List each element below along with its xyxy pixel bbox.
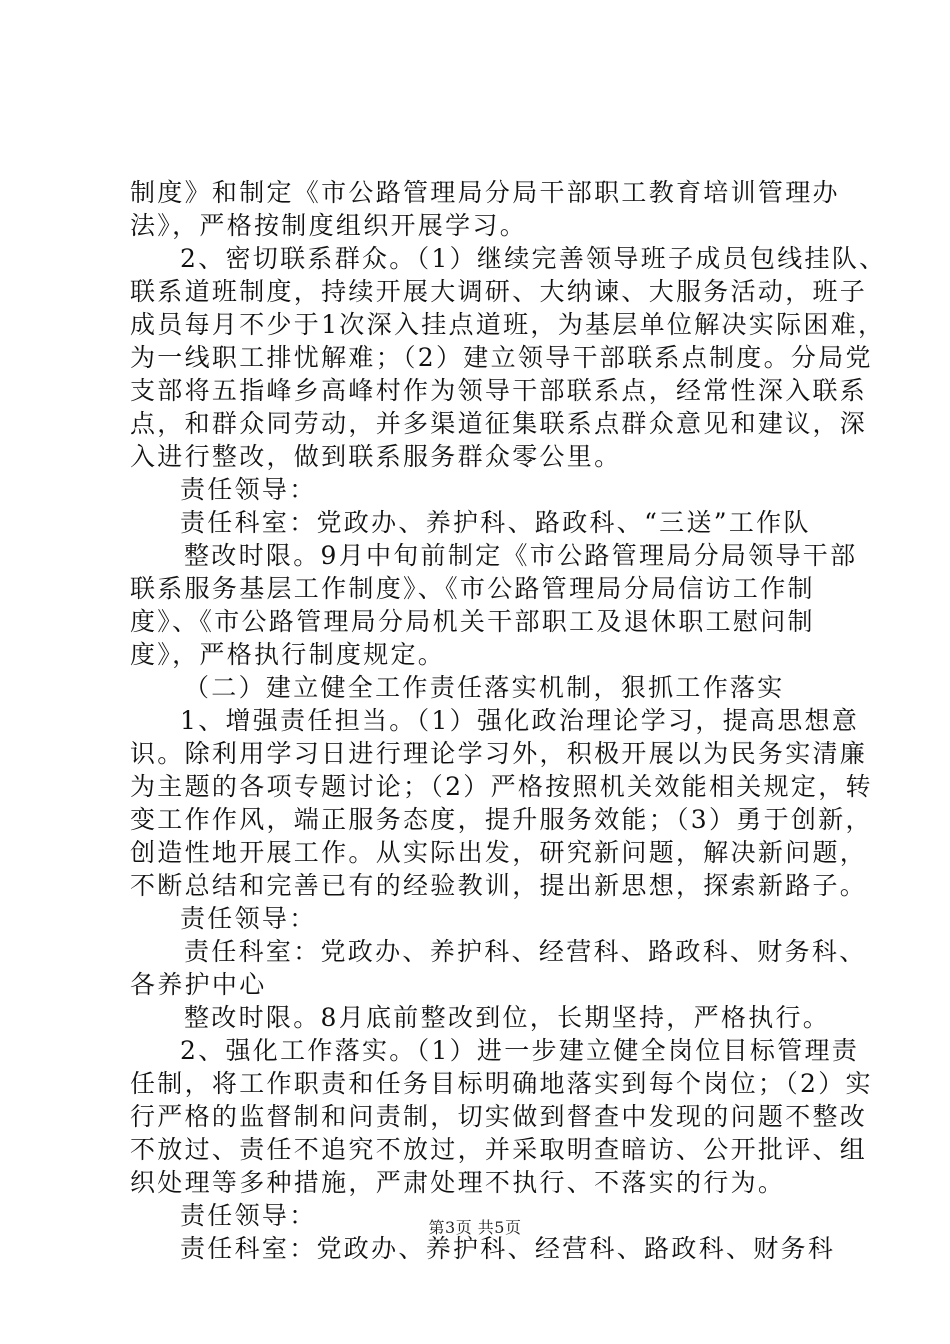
- text-line: 2、强化工作落实。（1）进一步建立健全岗位目标管理责: [180, 1036, 860, 1065]
- text-line: 变工作作风，端正服务态度，提升服务效能；（3）勇于创新，: [130, 805, 873, 834]
- text-line: 责任领导：: [180, 904, 317, 933]
- text-line: 责任科室：党政办、养护科、经营科、路政科、财务科、: [184, 937, 867, 966]
- section-heading: （二）建立健全工作责任落实机制，狠抓工作落实: [184, 673, 785, 702]
- text-line: 责任领导：: [180, 475, 317, 504]
- text-line: 2、密切联系群众。（1）继续完善领导班子成员包线挂队、: [180, 244, 887, 273]
- text-line: 1、增强责任担当。（1）强化政治理论学习，提高思想意: [180, 706, 860, 735]
- text-line: 任制，将工作职责和任务目标明确地落实到每个岗位；（2）实: [130, 1069, 873, 1098]
- text-line: 为一线职工排忧解难；（2）建立领导干部联系点制度。分局党: [130, 343, 873, 372]
- text-line: 为主题的各项专题讨论；（2）严格按照机关效能相关规定，转: [130, 772, 873, 801]
- text-line: 度》，严格执行制度规定。: [130, 640, 446, 669]
- text-line: 各养护中心: [130, 970, 267, 999]
- text-line: 织处理等多种措施，严肃处理不执行、不落实的行为。: [130, 1168, 786, 1197]
- text-line: 责任领导：: [180, 1201, 317, 1230]
- text-line: 责任科室：党政办、养护科、路政科、“三送”工作队: [180, 508, 811, 537]
- text-line: 成员每月不少于1次深入挂点道班，为基层单位解决实际困难，: [130, 310, 886, 339]
- text-line: 创造性地开展工作。从实际出发，研究新问题，解决新问题，: [130, 838, 868, 867]
- document-body: [130, 176, 887, 1265]
- text-line: 度》、《市公路管理局分局机关干部职工及退休职工慰问制: [130, 607, 815, 636]
- text-line: 不断总结和完善已有的经验教训，提出新思想，探索新路子。: [130, 871, 868, 900]
- text-line: 行严格的监督制和问责制，切实做到督查中发现的问题不整改: [130, 1102, 868, 1131]
- text-line: 联系服务基层工作制度》、《市公路管理局分局信访工作制: [130, 574, 815, 603]
- page-footer: 第3页 共5页: [428, 1218, 522, 1237]
- text-line: 不放过、责任不追究不放过，并采取明查暗访、公开批评、组: [130, 1135, 868, 1164]
- text-line: 点，和群众同劳动，并多渠道征集联系点群众意见和建议，深: [130, 409, 868, 438]
- text-line: 制度》和制定《市公路管理局分局干部职工教育培训管理办: [130, 178, 840, 207]
- text-line: 法》，严格按制度组织开展学习。: [130, 211, 528, 240]
- text-line: 支部将五指峰乡高峰村作为领导干部联系点，经常性深入联系: [130, 376, 868, 405]
- text-line: 责任科室：党政办、养护科、经营科、路政科、财务科: [180, 1234, 836, 1263]
- text-line: 联系道班制度，持续开展大调研、大纳谏、大服务活动，班子: [130, 277, 868, 306]
- text-line: 整改时限。8月底前整改到位，长期坚持，严格执行。: [184, 1003, 831, 1032]
- text-line: 整改时限。9月中旬前制定《市公路管理局分局领导干部: [184, 541, 858, 570]
- text-line: 入进行整改，做到联系服务群众零公里。: [130, 442, 622, 471]
- text-line: 识。除利用学习日进行理论学习外，积极开展以为民务实清廉: [130, 739, 868, 768]
